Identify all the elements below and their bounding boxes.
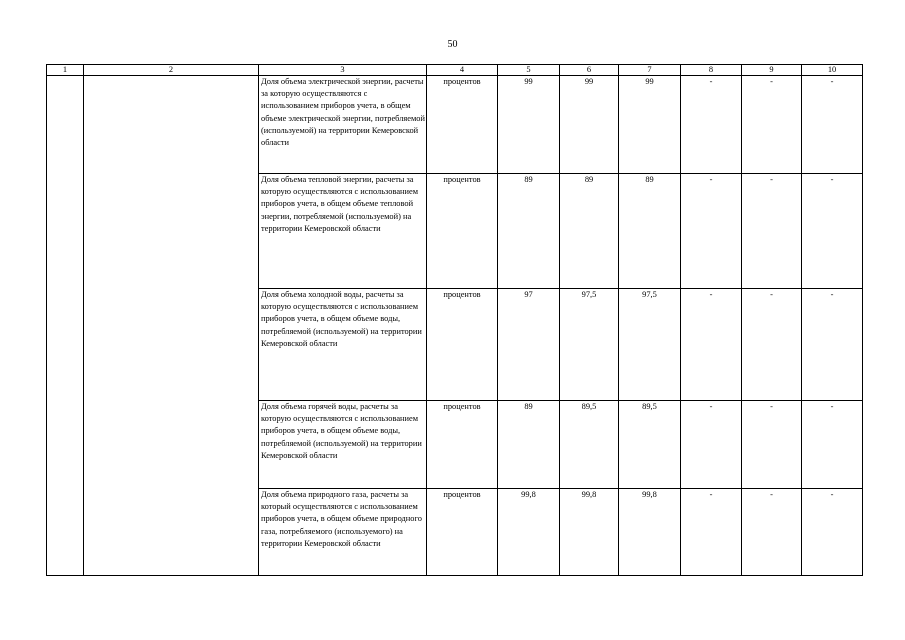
value-col7: 89 xyxy=(619,174,681,289)
unit-cell: процентов xyxy=(427,76,498,174)
column-header: 2 xyxy=(84,65,259,76)
value-col5: 99,8 xyxy=(498,489,560,576)
column-header: 9 xyxy=(742,65,802,76)
column-header: 4 xyxy=(427,65,498,76)
unit-cell: процентов xyxy=(427,401,498,489)
column-header: 3 xyxy=(259,65,427,76)
unit-cell: процентов xyxy=(427,174,498,289)
empty-cell-col2 xyxy=(84,76,259,576)
indicator-description: Доля объема тепловой энергии, расчеты за которую осуществляются с использованием приборов учета, в общем объеме тепловой энергии, потребляемой (используемой) на территории Кемеровской области xyxy=(259,174,427,289)
value-col9: - xyxy=(742,489,802,576)
value-col7: 99,8 xyxy=(619,489,681,576)
value-col7: 89,5 xyxy=(619,401,681,489)
value-col5: 97 xyxy=(498,289,560,401)
column-header: 10 xyxy=(802,65,863,76)
value-col8: - xyxy=(681,76,742,174)
column-header: 7 xyxy=(619,65,681,76)
value-col5: 89 xyxy=(498,174,560,289)
value-col5: 99 xyxy=(498,76,560,174)
unit-cell: процентов xyxy=(427,489,498,576)
empty-cell-col1 xyxy=(47,76,84,576)
column-header: 8 xyxy=(681,65,742,76)
indicator-description: Доля объема горячей воды, расчеты за которую осуществляются с использованием приборов учета, в общем объеме воды, потребляемой (используемой) на территории Кемеровской области xyxy=(259,401,427,489)
value-col6: 97,5 xyxy=(560,289,619,401)
indicator-description: Доля объема природного газа, расчеты за который осуществляются с использованием приборов учета, в общем объеме природного газа, потребляемого (используемого) на территории Кемеровской области xyxy=(259,489,427,576)
value-col10: - xyxy=(802,174,863,289)
indicator-table xyxy=(46,64,863,576)
value-col8: - xyxy=(681,489,742,576)
column-number-row xyxy=(47,65,863,76)
value-col6: 99,8 xyxy=(560,489,619,576)
value-col10: - xyxy=(802,76,863,174)
page-number: 50 xyxy=(447,39,458,50)
value-col6: 89 xyxy=(560,174,619,289)
value-col10: - xyxy=(802,289,863,401)
column-header: 1 xyxy=(47,65,84,76)
value-col7: 97,5 xyxy=(619,289,681,401)
value-col8: - xyxy=(681,401,742,489)
column-header: 5 xyxy=(498,65,560,76)
value-col9: - xyxy=(742,76,802,174)
value-col8: - xyxy=(681,174,742,289)
value-col6: 99 xyxy=(560,76,619,174)
column-header: 6 xyxy=(560,65,619,76)
unit-cell: процентов xyxy=(427,289,498,401)
value-col6: 89,5 xyxy=(560,401,619,489)
indicator-description: Доля объема электрической энергии, расчеты за которую осуществляются с использованием приборов учета, в общем объеме электрической энергии, потребляемой (используемой) на территории Кемеровской области xyxy=(259,76,427,174)
value-col9: - xyxy=(742,289,802,401)
indicator-description: Доля объема холодной воды, расчеты за которую осуществляются с использованием приборов учета, в общем объеме воды, потребляемой (используемой) на территории Кемеровской области xyxy=(259,289,427,401)
value-col7: 99 xyxy=(619,76,681,174)
value-col9: - xyxy=(742,174,802,289)
value-col5: 89 xyxy=(498,401,560,489)
value-col10: - xyxy=(802,401,863,489)
value-col10: - xyxy=(802,489,863,576)
table-row xyxy=(47,76,863,174)
value-col9: - xyxy=(742,401,802,489)
value-col8: - xyxy=(681,289,742,401)
